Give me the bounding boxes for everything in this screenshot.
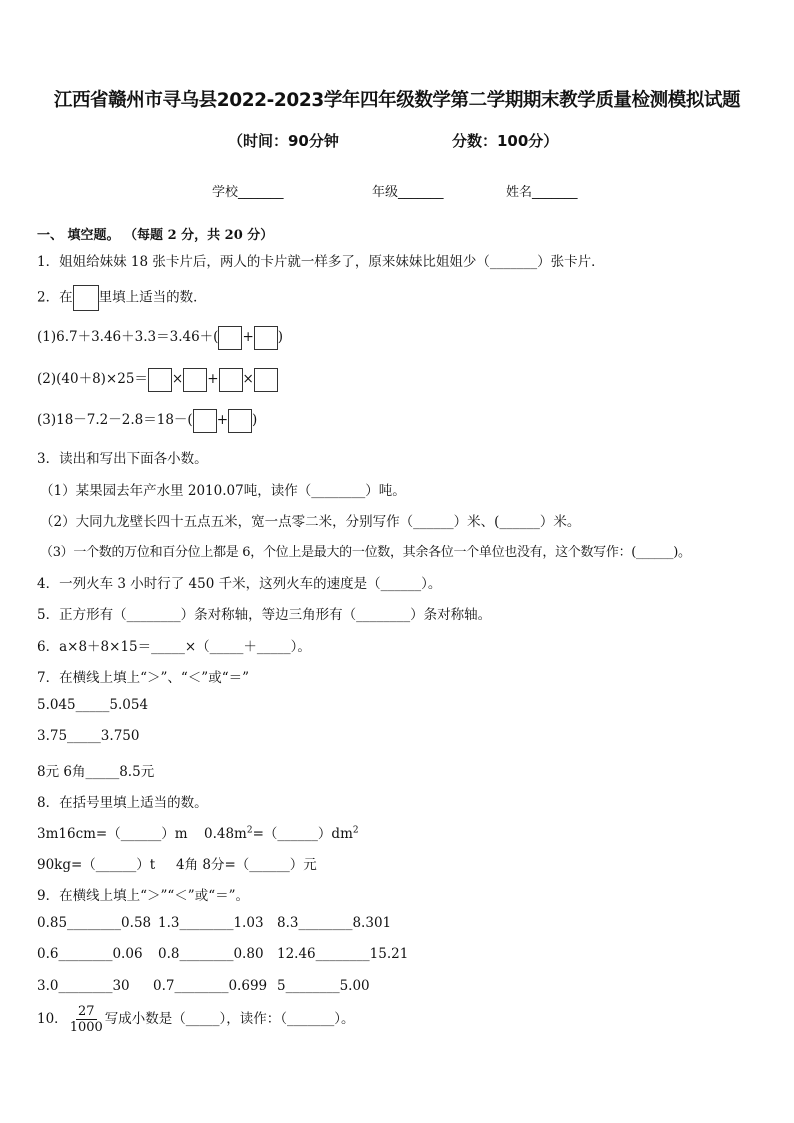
name-field: 姓名_______ bbox=[506, 185, 578, 200]
question-7-row-2: 3.75_____3.750 bbox=[37, 728, 140, 744]
q10-number: 10． bbox=[37, 1011, 68, 1027]
q9-cell: 0.7________0.699 bbox=[153, 978, 268, 994]
question-10 bbox=[37, 1004, 355, 1035]
question-3-a: （1）某果园去年产水里 2010.07吨，读作（________）吨。 bbox=[40, 483, 406, 499]
question-8: 8．在括号里填上适当的数。 bbox=[37, 795, 208, 811]
answer-box[interactable] bbox=[254, 368, 278, 392]
answer-box[interactable] bbox=[218, 326, 242, 350]
question-8-d: 4角 8分=（______）元 bbox=[176, 857, 317, 873]
question-3-b: （2）大同九龙壁长四十五点五米，宽一点零二米，分别写作（______）米、(______）米。 bbox=[40, 514, 581, 530]
fraction-denominator: 1000 bbox=[69, 1020, 103, 1035]
question-3-c: （3）一个数的万位和百分位上都是 6，个位上是最大的一位数，其余各位一个单位也没有，这个数写作：(______)。 bbox=[40, 545, 691, 560]
exam-score: 分数：100分） bbox=[452, 132, 559, 150]
exam-time: （时间：90分钟 bbox=[228, 132, 339, 150]
question-2-part-1 bbox=[37, 325, 283, 350]
q9-cell: 12.46________15.21 bbox=[277, 946, 409, 962]
question-3: 3．读出和写出下面各小数。 bbox=[37, 451, 208, 467]
times-sign: × bbox=[171, 371, 184, 387]
plus-sign: + bbox=[207, 371, 219, 387]
times-sign: × bbox=[242, 371, 254, 387]
answer-box[interactable] bbox=[148, 368, 172, 392]
q9-cell: 0.85________0.58 bbox=[37, 915, 152, 931]
q2-p2-text: (2)(40＋8)×25＝ bbox=[37, 371, 148, 387]
answer-box bbox=[73, 285, 99, 311]
superscript: 2 bbox=[352, 825, 359, 836]
question-2 bbox=[37, 285, 207, 311]
fraction bbox=[70, 1004, 103, 1035]
grade-field: 年级_______ bbox=[372, 185, 444, 200]
question-7-row-1: 5.045_____5.054 bbox=[37, 697, 149, 713]
question-1: 1．姐姐给妹妹 18 张卡片后，两人的卡片就一样多了，原来妹妹比姐姐少（_______）张卡片． bbox=[37, 254, 605, 270]
question-8-c: 90kg=（______）t bbox=[37, 857, 156, 873]
q10-text: 写成小数是（_____），读作：（_______）。 bbox=[104, 1011, 355, 1027]
question-8-b bbox=[204, 822, 359, 842]
plus-sign: + bbox=[242, 329, 254, 345]
question-9: 9．在横线上填上“＞”“＜”或“＝”。 bbox=[37, 888, 249, 904]
question-5: 5．正方形有（________）条对称轴，等边三角形有（________）条对称轴。 bbox=[37, 607, 492, 623]
superscript: 2 bbox=[246, 825, 253, 836]
question-2-part-2 bbox=[37, 367, 278, 392]
close-paren: ) bbox=[277, 329, 284, 345]
question-6: 6．a×8＋8×15＝_____×（_____＋_____）。 bbox=[37, 639, 311, 655]
q9-cell: 3.0________30 bbox=[37, 978, 130, 994]
q2-prefix: 2．在 bbox=[37, 289, 73, 306]
q9-cell: 5________5.00 bbox=[277, 978, 370, 994]
school-field: 学校_______ bbox=[212, 185, 284, 200]
q9-cell: 1.3________1.03 bbox=[158, 915, 264, 931]
q2-suffix: 里填上适当的数． bbox=[98, 289, 207, 306]
q9-cell: 0.6________0.06 bbox=[37, 946, 143, 962]
page-title: 江西省赣州市寻乌县2022-2023学年四年级数学第二学期期末教学质量检测模拟试题 bbox=[53, 90, 741, 111]
answer-box[interactable] bbox=[183, 368, 207, 392]
question-4: 4．一列火车 3 小时行了 450 千米，这列火车的速度是（______）。 bbox=[37, 576, 442, 592]
question-2-part-3 bbox=[37, 408, 257, 433]
q9-cell: 8.3________8.301 bbox=[277, 915, 392, 931]
fraction-numerator: 27 bbox=[77, 1004, 95, 1019]
plus-sign: + bbox=[216, 412, 228, 428]
answer-box[interactable] bbox=[228, 409, 252, 433]
answer-box[interactable] bbox=[193, 409, 217, 433]
q8-b-pre: 0.48m bbox=[204, 826, 247, 842]
question-7: 7．在横线上填上“＞”、“＜”或“＝” bbox=[37, 670, 249, 686]
close-paren: ) bbox=[252, 412, 258, 428]
q2-p1-text: (1)6.7＋3.46＋3.3＝3.46＋( bbox=[37, 329, 219, 345]
question-7-row-3: 8元 6角_____8.5元 bbox=[37, 764, 155, 780]
answer-box[interactable] bbox=[219, 368, 243, 392]
question-8-a: 3m16cm=（______）m bbox=[37, 826, 188, 842]
q8-b-mid: =（______）dm bbox=[252, 826, 353, 842]
q9-cell: 0.8________0.80 bbox=[158, 946, 264, 962]
q2-p3-text: (3)18－7.2－2.8＝18－( bbox=[37, 412, 193, 428]
answer-box[interactable] bbox=[254, 326, 278, 350]
section-heading: 一、 填空题。 （每题 2 分，共 20 分） bbox=[37, 228, 274, 243]
